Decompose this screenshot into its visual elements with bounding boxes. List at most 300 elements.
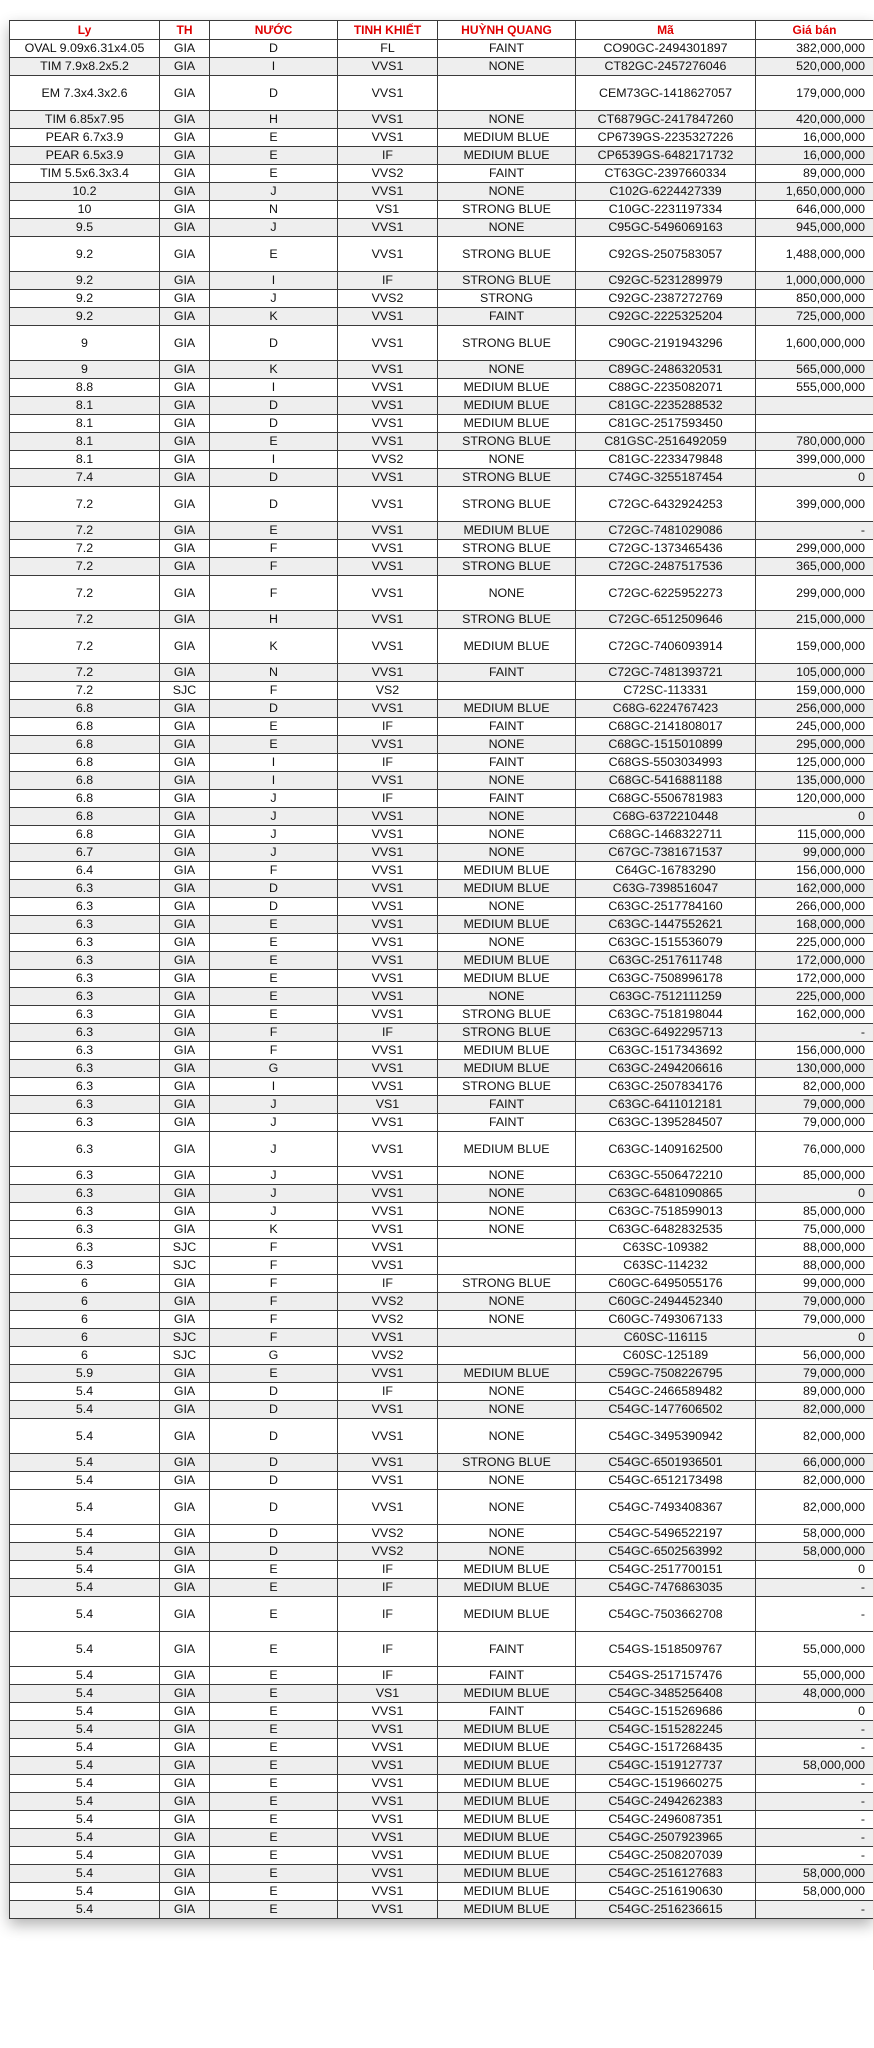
cell-ly: 8.1 [10,415,160,433]
cell-huynh-quang [438,682,576,700]
cell-huynh-quang: FAINT [438,1632,576,1667]
cell-tinh-khiet: VVS1 [338,1829,438,1847]
cell-th: GIA [160,469,210,487]
cell-nuoc: D [210,898,338,916]
cell-nuoc: E [210,1685,338,1703]
cell-th: GIA [160,1739,210,1757]
cell-th: SJC [160,1239,210,1257]
cell-gia-ban: 79,000,000 [756,1096,874,1114]
cell-huynh-quang: NONE [438,1203,576,1221]
cell-th: GIA [160,1419,210,1454]
cell-gia-ban: 75,000,000 [756,1221,874,1239]
cell-ly: 5.4 [10,1811,160,1829]
cell-tinh-khiet: VVS1 [338,433,438,451]
cell-huynh-quang: NONE [438,576,576,611]
cell-ma: C54GC-6502563992 [576,1543,756,1561]
cell-th: GIA [160,1543,210,1561]
cell-tinh-khiet: VVS1 [338,880,438,898]
table-row [10,201,874,219]
table-row [10,1847,874,1865]
table-row [10,1114,874,1132]
cell-tinh-khiet: VVS1 [338,1401,438,1419]
cell-nuoc: D [210,469,338,487]
cell-gia-ban: 135,000,000 [756,772,874,790]
cell-ly: 5.4 [10,1597,160,1632]
cell-huynh-quang: MEDIUM BLUE [438,952,576,970]
table-row [10,1757,874,1775]
cell-gia-ban: 382,000,000 [756,40,874,58]
cell-nuoc: D [210,1472,338,1490]
cell-nuoc: D [210,1401,338,1419]
cell-tinh-khiet: VVS1 [338,576,438,611]
cell-ly: 6.3 [10,1024,160,1042]
cell-nuoc: G [210,1347,338,1365]
cell-tinh-khiet: VVS1 [338,1811,438,1829]
cell-nuoc: J [210,1203,338,1221]
cell-th: GIA [160,1006,210,1024]
cell-ma: C63G-7398516047 [576,880,756,898]
cell-th: GIA [160,790,210,808]
cell-nuoc: D [210,1525,338,1543]
cell-ly: 8.1 [10,397,160,415]
cell-ma: C63GC-1515536079 [576,934,756,952]
table-row [10,1579,874,1597]
cell-ma: C63GC-6411012181 [576,1096,756,1114]
cell-huynh-quang: MEDIUM BLUE [438,1132,576,1167]
cell-th: GIA [160,290,210,308]
cell-th: GIA [160,183,210,201]
cell-th: GIA [160,1132,210,1167]
table-row [10,308,874,326]
table-row [10,1024,874,1042]
cell-tinh-khiet: VVS1 [338,397,438,415]
cell-gia-ban: 266,000,000 [756,898,874,916]
cell-th: GIA [160,129,210,147]
cell-huynh-quang: STRONG BLUE [438,433,576,451]
cell-th: GIA [160,718,210,736]
cell-nuoc: N [210,664,338,682]
cell-nuoc: D [210,76,338,111]
cell-ly: 5.4 [10,1775,160,1793]
table-row [10,1829,874,1847]
cell-ly: 6 [10,1329,160,1347]
cell-nuoc: D [210,326,338,361]
cell-nuoc: D [210,40,338,58]
cell-tinh-khiet: VVS1 [338,58,438,76]
table-row [10,558,874,576]
cell-huynh-quang: MEDIUM BLUE [438,880,576,898]
cell-th: GIA [160,1185,210,1203]
cell-tinh-khiet: VVS1 [338,558,438,576]
cell-ma: C54GS-2517157476 [576,1667,756,1685]
cell-ly: 5.4 [10,1901,160,1919]
cell-nuoc: E [210,433,338,451]
cell-ly: 5.4 [10,1703,160,1721]
cell-ly: 6.3 [10,988,160,1006]
cell-ma: C68G-6372210448 [576,808,756,826]
cell-nuoc: I [210,58,338,76]
cell-gia-ban: - [756,1739,874,1757]
cell-ma: C92GC-5231289979 [576,272,756,290]
cell-gia-ban: 168,000,000 [756,916,874,934]
cell-tinh-khiet: VVS2 [338,1311,438,1329]
table-row [10,790,874,808]
cell-gia-ban: 89,000,000 [756,165,874,183]
cell-nuoc: J [210,808,338,826]
cell-nuoc: E [210,1365,338,1383]
cell-tinh-khiet: IF [338,1667,438,1685]
cell-th: GIA [160,451,210,469]
cell-ma: C54GC-1515269686 [576,1703,756,1721]
cell-th: GIA [160,629,210,664]
cell-nuoc: E [210,1847,338,1865]
cell-gia-ban: 125,000,000 [756,754,874,772]
table-row [10,1383,874,1401]
table-row [10,1793,874,1811]
cell-tinh-khiet: VVS1 [338,952,438,970]
cell-th: SJC [160,682,210,700]
cell-ma: C54GC-7493408367 [576,1490,756,1525]
cell-ma: C63GC-1395284507 [576,1114,756,1132]
cell-gia-ban: 105,000,000 [756,664,874,682]
cell-tinh-khiet: VVS1 [338,1883,438,1901]
table-row [10,1365,874,1383]
cell-ma: C90GC-2191943296 [576,326,756,361]
cell-nuoc: D [210,1454,338,1472]
cell-gia-ban: - [756,1024,874,1042]
cell-ma: C63GC-2517611748 [576,952,756,970]
table-row [10,540,874,558]
table-row [10,826,874,844]
cell-nuoc: E [210,1721,338,1739]
cell-th: GIA [160,1667,210,1685]
cell-th: GIA [160,916,210,934]
cell-th: GIA [160,736,210,754]
cell-ma: C54GC-2507923965 [576,1829,756,1847]
cell-ly: 6.8 [10,700,160,718]
cell-tinh-khiet: VVS2 [338,290,438,308]
cell-gia-ban: 16,000,000 [756,129,874,147]
cell-nuoc: F [210,1275,338,1293]
cell-huynh-quang: STRONG BLUE [438,1454,576,1472]
cell-huynh-quang [438,1329,576,1347]
cell-ly: 9.2 [10,237,160,272]
cell-huynh-quang: MEDIUM BLUE [438,970,576,988]
cell-ly: 7.2 [10,540,160,558]
cell-ma: C60SC-116115 [576,1329,756,1347]
cell-ma: C81GC-2517593450 [576,415,756,433]
cell-gia-ban [756,415,874,433]
cell-gia-ban: 79,000,000 [756,1365,874,1383]
cell-huynh-quang: NONE [438,988,576,1006]
cell-th: GIA [160,880,210,898]
cell-huynh-quang: FAINT [438,1703,576,1721]
cell-th: GIA [160,1883,210,1901]
cell-ly: 6.3 [10,1096,160,1114]
cell-huynh-quang: NONE [438,58,576,76]
cell-gia-ban: 79,000,000 [756,1293,874,1311]
cell-huynh-quang: NONE [438,1383,576,1401]
table-row [10,290,874,308]
cell-gia-ban: 115,000,000 [756,826,874,844]
cell-tinh-khiet: VVS1 [338,76,438,111]
cell-huynh-quang: NONE [438,183,576,201]
cell-nuoc: E [210,1667,338,1685]
cell-ma: C63GC-1409162500 [576,1132,756,1167]
cell-nuoc: J [210,844,338,862]
cell-gia-ban: 420,000,000 [756,111,874,129]
table-row [10,1293,874,1311]
cell-gia-ban: 646,000,000 [756,201,874,219]
cell-ma: C54GC-6512173498 [576,1472,756,1490]
cell-gia-ban: 159,000,000 [756,682,874,700]
cell-nuoc: D [210,487,338,522]
table-row [10,772,874,790]
cell-gia-ban: 120,000,000 [756,790,874,808]
cell-gia-ban: 85,000,000 [756,1167,874,1185]
cell-huynh-quang: MEDIUM BLUE [438,129,576,147]
cell-ly: 9.5 [10,219,160,237]
cell-ma: C54GC-2508207039 [576,1847,756,1865]
cell-gia-ban: - [756,1847,874,1865]
cell-tinh-khiet: VVS1 [338,1221,438,1239]
cell-ma: CT82GC-2457276046 [576,58,756,76]
cell-tinh-khiet: VVS1 [338,183,438,201]
cell-gia-ban: 58,000,000 [756,1525,874,1543]
cell-ly: 6.8 [10,808,160,826]
cell-ma: C54GC-3485256408 [576,1685,756,1703]
cell-tinh-khiet: VVS1 [338,629,438,664]
cell-gia-ban: 555,000,000 [756,379,874,397]
price-table [9,20,874,1919]
cell-ma: C54GC-1519660275 [576,1775,756,1793]
table-row [10,1078,874,1096]
table-row [10,76,874,111]
cell-huynh-quang: STRONG BLUE [438,1078,576,1096]
cell-th: GIA [160,1275,210,1293]
cell-ly: 6.3 [10,1203,160,1221]
cell-ly: 5.4 [10,1685,160,1703]
table-row [10,754,874,772]
cell-tinh-khiet: VVS1 [338,988,438,1006]
cell-ly: 5.4 [10,1561,160,1579]
cell-nuoc: D [210,880,338,898]
cell-nuoc: E [210,147,338,165]
cell-ma: CT6879GC-2417847260 [576,111,756,129]
cell-gia-ban: 1,600,000,000 [756,326,874,361]
cell-th: GIA [160,1167,210,1185]
table-row [10,664,874,682]
cell-ma: C60SC-125189 [576,1347,756,1365]
cell-tinh-khiet: VVS1 [338,1865,438,1883]
cell-nuoc: I [210,451,338,469]
cell-th: GIA [160,147,210,165]
cell-gia-ban: 1,650,000,000 [756,183,874,201]
cell-ma: C63GC-7518198044 [576,1006,756,1024]
cell-nuoc: I [210,754,338,772]
cell-ly: 7.2 [10,629,160,664]
cell-tinh-khiet: IF [338,1632,438,1667]
table-row [10,1685,874,1703]
cell-ma: C54GC-1519127737 [576,1757,756,1775]
cell-ma: C54GC-2516236615 [576,1901,756,1919]
cell-th: GIA [160,1221,210,1239]
table-row [10,415,874,433]
cell-th: SJC [160,1347,210,1365]
cell-tinh-khiet: VVS1 [338,1739,438,1757]
header-th: TH [160,21,210,40]
cell-nuoc: H [210,611,338,629]
cell-gia-ban: 179,000,000 [756,76,874,111]
cell-huynh-quang: NONE [438,934,576,952]
header-ly: Ly [10,21,160,40]
cell-ma: C72SC-113331 [576,682,756,700]
cell-nuoc: F [210,1239,338,1257]
cell-gia-ban: 82,000,000 [756,1490,874,1525]
cell-gia-ban: 89,000,000 [756,1383,874,1401]
cell-ma: C92GC-2225325204 [576,308,756,326]
cell-nuoc: E [210,1632,338,1667]
cell-th: GIA [160,1703,210,1721]
cell-ly: 6.3 [10,970,160,988]
cell-ly: 9.2 [10,290,160,308]
cell-nuoc: K [210,361,338,379]
cell-gia-ban: 850,000,000 [756,290,874,308]
cell-tinh-khiet: VVS2 [338,1543,438,1561]
table-row [10,1490,874,1525]
table-row [10,379,874,397]
cell-tinh-khiet: VVS1 [338,487,438,522]
cell-th: GIA [160,1365,210,1383]
cell-ly: 5.4 [10,1721,160,1739]
header-gia-ban: Giá bán [756,21,874,40]
cell-huynh-quang: NONE [438,361,576,379]
cell-gia-ban: 99,000,000 [756,1275,874,1293]
cell-ly: 7.2 [10,664,160,682]
cell-ma: C10GC-2231197334 [576,201,756,219]
cell-ly: PEAR 6.7x3.9 [10,129,160,147]
cell-ly: 6.3 [10,1114,160,1132]
cell-tinh-khiet: VS1 [338,1096,438,1114]
cell-huynh-quang: MEDIUM BLUE [438,1060,576,1078]
table-row [10,880,874,898]
cell-ly: 7.2 [10,558,160,576]
table-row [10,165,874,183]
cell-ly: 5.4 [10,1847,160,1865]
cell-th: GIA [160,952,210,970]
cell-gia-ban: 16,000,000 [756,147,874,165]
cell-ly: 6 [10,1275,160,1293]
cell-gia-ban: 0 [756,1185,874,1203]
cell-th: GIA [160,808,210,826]
cell-nuoc: J [210,1096,338,1114]
cell-tinh-khiet: VVS2 [338,1525,438,1543]
cell-ma: CP6539GS-6482171732 [576,147,756,165]
cell-th: GIA [160,487,210,522]
table-row [10,970,874,988]
cell-nuoc: D [210,1543,338,1561]
cell-nuoc: H [210,111,338,129]
cell-huynh-quang: MEDIUM BLUE [438,1042,576,1060]
cell-nuoc: I [210,1078,338,1096]
cell-ma: C95GC-5496069163 [576,219,756,237]
cell-gia-ban: 79,000,000 [756,1311,874,1329]
cell-nuoc: E [210,988,338,1006]
cell-th: GIA [160,1597,210,1632]
cell-th: GIA [160,76,210,111]
cell-huynh-quang: MEDIUM BLUE [438,1865,576,1883]
cell-nuoc: J [210,790,338,808]
cell-gia-ban: 520,000,000 [756,58,874,76]
cell-nuoc: E [210,1006,338,1024]
cell-th: GIA [160,664,210,682]
cell-ma: C72GC-6512509646 [576,611,756,629]
cell-huynh-quang: NONE [438,808,576,826]
cell-huynh-quang: NONE [438,111,576,129]
cell-nuoc: E [210,1757,338,1775]
cell-huynh-quang: NONE [438,1401,576,1419]
cell-ly: 6.3 [10,898,160,916]
cell-ma: C54GC-2516190630 [576,1883,756,1901]
table-row [10,1419,874,1454]
cell-gia-ban: 1,488,000,000 [756,237,874,272]
cell-huynh-quang: FAINT [438,1096,576,1114]
header-nuoc: NƯỚC [210,21,338,40]
cell-th: GIA [160,1829,210,1847]
cell-th: GIA [160,1114,210,1132]
cell-huynh-quang: MEDIUM BLUE [438,862,576,880]
cell-ly: 5.4 [10,1472,160,1490]
cell-th: GIA [160,1401,210,1419]
cell-th: GIA [160,1757,210,1775]
cell-nuoc: F [210,1329,338,1347]
cell-tinh-khiet: VVS1 [338,1078,438,1096]
cell-th: GIA [160,397,210,415]
cell-tinh-khiet: VVS1 [338,308,438,326]
cell-th: GIA [160,1579,210,1597]
cell-nuoc: E [210,952,338,970]
cell-tinh-khiet: VVS1 [338,1454,438,1472]
cell-ly: 5.4 [10,1865,160,1883]
cell-ma: C63GC-2507834176 [576,1078,756,1096]
table-row [10,718,874,736]
cell-ly: 7.2 [10,576,160,611]
cell-ma: C72GC-6432924253 [576,487,756,522]
cell-ma: C74GC-3255187454 [576,469,756,487]
table-row [10,1329,874,1347]
cell-ma: C92GC-2387272769 [576,290,756,308]
cell-gia-ban: 162,000,000 [756,880,874,898]
cell-gia-ban: 58,000,000 [756,1757,874,1775]
cell-gia-ban: 399,000,000 [756,487,874,522]
cell-nuoc: F [210,1257,338,1275]
cell-tinh-khiet: VS2 [338,682,438,700]
cell-ly: TIM 6.85x7.95 [10,111,160,129]
cell-huynh-quang: MEDIUM BLUE [438,1793,576,1811]
cell-tinh-khiet: VVS1 [338,219,438,237]
cell-ly: 7.2 [10,487,160,522]
cell-ma: C81GC-2233479848 [576,451,756,469]
cell-ly: 6.3 [10,1257,160,1275]
cell-tinh-khiet: IF [338,1383,438,1401]
cell-gia-ban: 82,000,000 [756,1472,874,1490]
cell-huynh-quang: NONE [438,1490,576,1525]
cell-nuoc: E [210,916,338,934]
cell-huynh-quang: MEDIUM BLUE [438,379,576,397]
cell-tinh-khiet: VVS1 [338,970,438,988]
cell-huynh-quang: NONE [438,1293,576,1311]
cell-huynh-quang: STRONG BLUE [438,1024,576,1042]
